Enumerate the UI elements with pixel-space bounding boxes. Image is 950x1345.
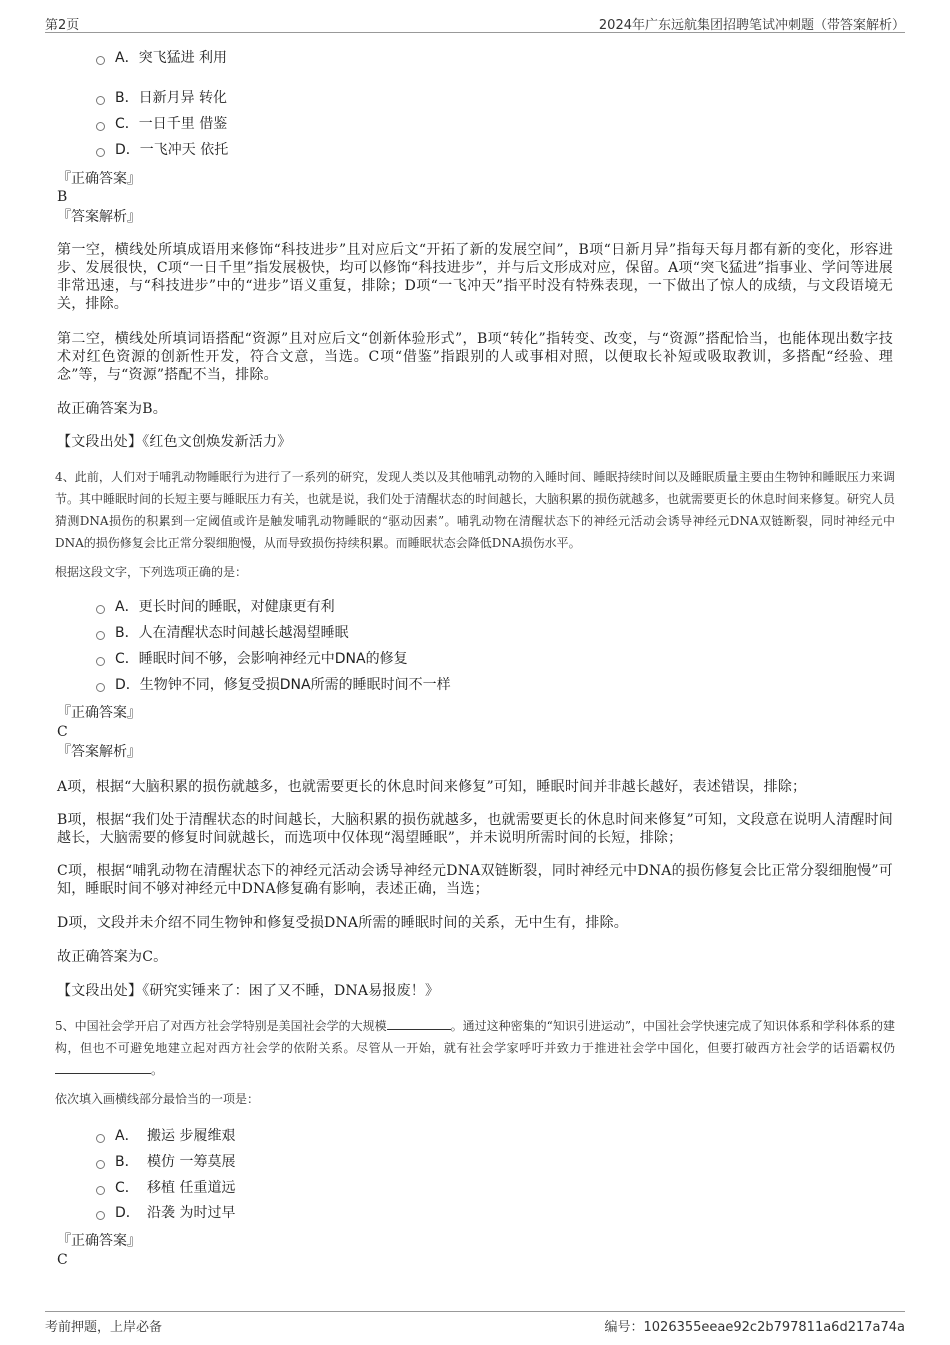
page-number: 第2页 (45, 18, 80, 33)
source-citation: 【文段出处】《红色文创焕发新活力》 (57, 434, 292, 450)
option-letter: C． (115, 651, 139, 667)
option-text: 人在清醒状态时间越长越渴望睡眠 (138, 625, 349, 641)
option-letter: C． (115, 1180, 139, 1196)
source-citation: 【文段出处】《研究实锤来了：困了又不睡，DNA易报废！》 (57, 983, 440, 999)
radio-icon[interactable] (96, 122, 105, 131)
page-footer (45, 1311, 905, 1336)
question-prompt: 依次填入画横线部分最恰当的一项是： (55, 1092, 260, 1106)
answer-value: B (57, 189, 68, 205)
option-text: 模仿 一筹莫展 (147, 1154, 236, 1170)
question-prompt: 根据这段文字，下列选项正确的是： (55, 565, 248, 579)
q4-option-c[interactable] (96, 649, 408, 669)
radio-icon[interactable] (96, 1186, 105, 1195)
q5-option-b[interactable] (96, 1152, 235, 1172)
option-letter: A． (115, 1128, 139, 1144)
option-text: 一日千里 借鉴 (138, 116, 228, 132)
document-title: 2024年广东远航集团招聘笔试冲刺题（带答案解析） (598, 18, 905, 33)
option-letter: D． (115, 1205, 140, 1221)
option-letter: A． (115, 599, 139, 615)
option-text: 一飞冲天 依托 (139, 142, 229, 158)
radio-icon[interactable] (96, 1160, 105, 1169)
q4-option-a[interactable] (96, 597, 335, 617)
stem-text: 。通过这种密集的“知识引进运动”，中国社会学快速完成了知识体系和学科体系的建构，但也不可避免地建立起对西方社会学的依附关系。尽管从一开始，就有社会学家呼吁并致力于推进社会学中国化，但要打破西方社会学的话语霸权仍 (55, 1019, 895, 1055)
stem-text: 。 (151, 1063, 164, 1077)
option-letter: A． (115, 50, 139, 66)
radio-icon[interactable] (96, 631, 105, 640)
footer-slogan: 考前押题，上岸必备 (45, 1320, 163, 1335)
analysis-paragraph: B项，根据“我们处于清醒状态的时间越长，大脑积累的损伤就越多，也就需要更长的休息时间来修复”可知，文段意在说明人清醒时间越长，大脑需要的修复时间就越长，而选项中仅体现“渴望睡眠”，并未说明所需时间的长短，排除； (57, 812, 893, 846)
option-letter: B． (115, 90, 139, 106)
option-letter: D． (115, 677, 140, 693)
analysis-paragraph: A项，根据“大脑积累的损伤就越多，也就需要更长的休息时间来修复”可知，睡眠时间并非越长越好，表述错误，排除； (57, 779, 807, 795)
answer-label: 『正确答案』 (57, 171, 141, 187)
option-text: 沿袭 为时过早 (147, 1205, 236, 1221)
option-text: 生物钟不同，修复受损DNA所需的睡眠时间不一样 (139, 677, 451, 693)
analysis-paragraph: D项，文段并未介绍不同生物钟和修复受损DNA所需的睡眠时间的关系，无中生有，排除。 (57, 915, 629, 931)
option-letter: D． (115, 142, 140, 158)
fill-blank-2 (55, 1061, 151, 1074)
q3-option-d[interactable] (96, 140, 228, 160)
analysis-paragraph: 第一空，横线处所填成语用来修饰“科技进步”且对应后文“开拓了新的发展空间”，B项“日新月异”指每天每月都有新的变化，形容进步、发展很快，C项“一日千里”指发展极快，均可以修饰“科技进步”，并与后文形成对应，保留。A项“突飞猛进”指事业、学问等进展非常迅速，与“科技进步”中的“进步”语义重复，排除；D项“一飞冲天”指平时没有特殊表现，一下做出了惊人的成绩，与文段语境无关，排除。 (57, 242, 893, 312)
option-letter: B． (115, 625, 139, 641)
analysis-label: 『答案解析』 (57, 744, 141, 760)
radio-icon[interactable] (96, 683, 105, 692)
question-stem (55, 1015, 895, 1081)
option-text: 更长时间的睡眠，对健康更有利 (138, 599, 335, 615)
analysis-conclusion: 故正确答案为B。 (57, 401, 167, 417)
stem-text: 5、中国社会学开启了对西方社会学特别是美国社会学的大规模 (55, 1019, 387, 1033)
option-text: 日新月异 转化 (138, 90, 228, 106)
q4-option-d[interactable] (96, 675, 451, 695)
page-header (45, 12, 905, 33)
answer-label: 『正确答案』 (57, 705, 141, 721)
radio-icon[interactable] (96, 1134, 105, 1143)
question-stem: 4、此前，人们对于哺乳动物睡眠行为进行了一系列的研究，发现人类以及其他哺乳动物的入睡时间、睡眠持续时间以及睡眠质量主要由生物钟和睡眠压力来调节。其中睡眠时间的长短主要与睡眠压力有关，也就是说，我们处于清醒状态的时间越长，大脑积累的损伤就越多，也就需要更长的休息时间来修复。研究人员猜测DNA损伤的积累到一定阈值或许是触发哺乳动物睡眠的“驱动因素”。哺乳动物在清醒状态下的神经元活动会诱导神经元DNA双链断裂，同时神经元中DNA的损伤修复会比正常分裂细胞慢，从而导致损伤持续积累。而睡眠状态会降低DNA损伤水平。 (55, 470, 896, 550)
analysis-paragraph: C项，根据“哺乳动物在清醒状态下的神经元活动会诱导神经元DNA双链断裂，同时神经元中DNA的损伤修复会比正常分裂细胞慢”可知，睡眠时间不够对神经元中DNA修复确有影响，表述正确，当选； (57, 863, 893, 897)
radio-icon[interactable] (96, 96, 105, 105)
analysis-label: 『答案解析』 (57, 209, 141, 225)
answer-label: 『正确答案』 (57, 1233, 141, 1249)
q5-option-c[interactable] (96, 1178, 235, 1198)
answer-value: C (57, 1252, 68, 1268)
q3-option-a[interactable] (96, 48, 227, 68)
q3-option-c[interactable] (96, 114, 227, 134)
radio-icon[interactable] (96, 56, 105, 65)
option-text: 搬运 步履维艰 (147, 1128, 236, 1144)
answer-value: C (57, 724, 68, 740)
q5-option-a[interactable] (96, 1126, 235, 1146)
q4-option-b[interactable] (96, 623, 349, 643)
radio-icon[interactable] (96, 1211, 105, 1220)
q3-option-b[interactable] (96, 88, 227, 108)
radio-icon[interactable] (96, 148, 105, 157)
option-text: 移植 任重道远 (147, 1180, 236, 1196)
document-code: 编号：1026355eeae92c2b797811a6d217a74a (604, 1320, 905, 1335)
radio-icon[interactable] (96, 605, 105, 614)
analysis-paragraph: 第二空，横线处所填词语搭配“资源”且对应后文“创新体验形式”，B项“转化”指转变、改变，与“资源”搭配恰当，也能体现出数字技术对红色资源的创新性开发，符合文意，当选。C项“借鉴”指跟别的人或事相对照，以便取长补短或吸取教训，多搭配“经验、理念”等，与“资源”搭配不当，排除。 (57, 331, 893, 383)
fill-blank-1 (387, 1017, 451, 1030)
option-text: 睡眠时间不够，会影响神经元中DNA的修复 (138, 651, 408, 667)
option-letter: C． (115, 116, 139, 132)
option-text: 突飞猛进 利用 (138, 50, 228, 66)
option-letter: B． (115, 1154, 139, 1170)
analysis-conclusion: 故正确答案为C。 (57, 949, 168, 965)
q5-option-d[interactable] (96, 1203, 235, 1223)
radio-icon[interactable] (96, 657, 105, 666)
